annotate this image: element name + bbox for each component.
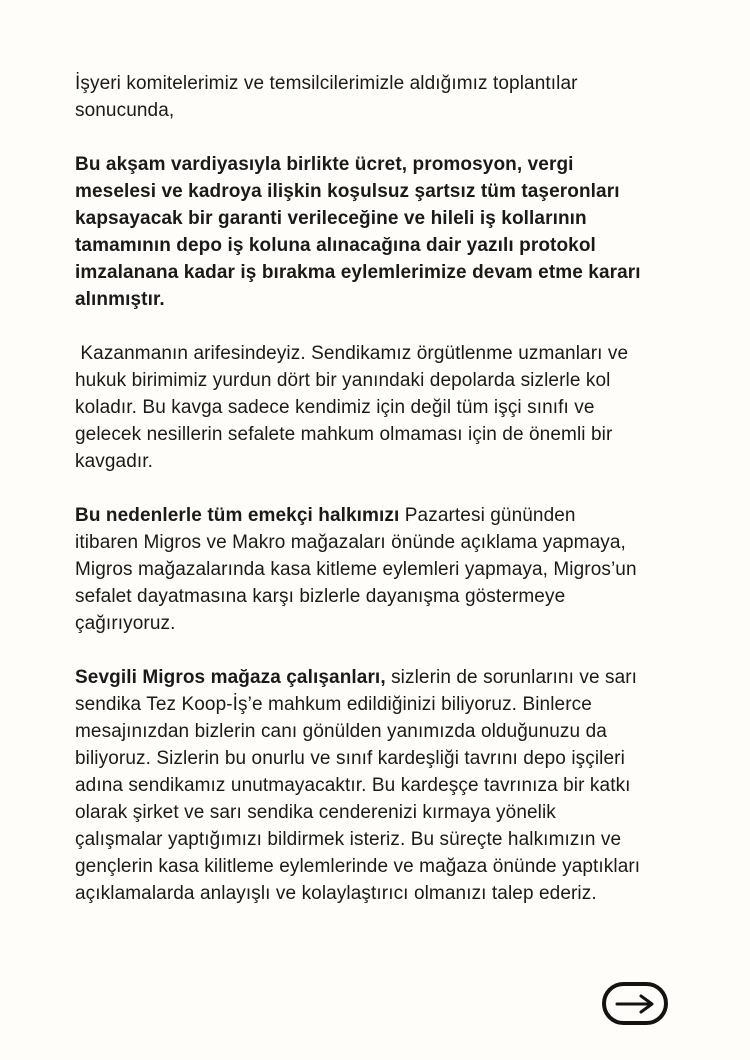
paragraph-intro-body: İşyeri komitelerimiz ve temsilcilerimizle aldığımız toplantılar sonucunda, bbox=[75, 73, 583, 121]
statement-text-block bbox=[75, 70, 647, 934]
paragraph-call-to-action-body: Pazartesi gününden itibaren Migros ve Makro mağazaları önünde açıklama yapmaya, Migros mağazalarında kasa kitleme eylemleri yapmaya, Migros’un sefalet dayatmasına karşı bizlerle dayanışma göstermeye çağırıyoruz. bbox=[75, 505, 643, 634]
paragraph-store-workers-body: sizlerin de sorunlarını ve sarı sendika Tez Koop-İş’e mahkum edildiğinizi biliyoruz. Binlerce mesajınızdan bizlerin canı gönülden yanımızda olduğunuzu da biliyoruz. Sizlerin bu onurlu ve sınıf kardeşliği tavrını depo işçileri adına sendikamız unutmayacaktır. Bu kardeşçe tavrınıza bir katkı olarak şirket ve sarı sendika cenderenizi kırmaya yönelik çalışmalar yaptığımızı bildirmek isteriz. Bu süreçte halkımızın ve gençlerin kasa kilitleme eylemlerinde ve mağaza önünde yaptıkları açıklamalarda anlayışlı ve kolaylaştırıcı olmanızı talep ederiz. bbox=[75, 667, 646, 904]
paragraph-store-workers-lead: Sevgili Migros mağaza çalışanları, bbox=[75, 667, 386, 688]
paragraph-call-to-action bbox=[75, 502, 641, 637]
paragraph-intro bbox=[75, 70, 641, 124]
paragraph-call-to-action-lead: Bu nedenlerle tüm emekçi halkımızı bbox=[75, 505, 400, 526]
next-arrow-button[interactable] bbox=[602, 982, 668, 1025]
paragraph-decision bbox=[75, 151, 647, 313]
right-arrow-icon bbox=[612, 992, 658, 1016]
paragraph-store-workers bbox=[75, 664, 646, 907]
paragraph-decision-lead: Bu akşam vardiyasıyla birlikte ücret, promosyon, vergi meselesi ve kadroya ilişkin koşulsuz şartsız tüm taşeronları kapsayacak bir garanti verileceğine ve hileli iş kollarının tamamının depo iş koluna alınacağına dair yazılı protokol imzalanana kadar iş bırakma eylemlerimize devam etme kararı alınmıştır. bbox=[75, 154, 647, 310]
paragraph-solidarity bbox=[75, 340, 641, 475]
paragraph-solidarity-body: Kazanmanın arifesindeyiz. Sendikamız örgütlenme uzmanları ve hukuk birimimiz yurdun dört bir yanındaki depolarda sizlerle kol koladır. Bu kavga sadece kendimiz için değil tüm işçi sınıfı ve gelecek nesillerin sefalete mahkum olmaması için de önemli bir kavgadır. bbox=[75, 343, 634, 472]
